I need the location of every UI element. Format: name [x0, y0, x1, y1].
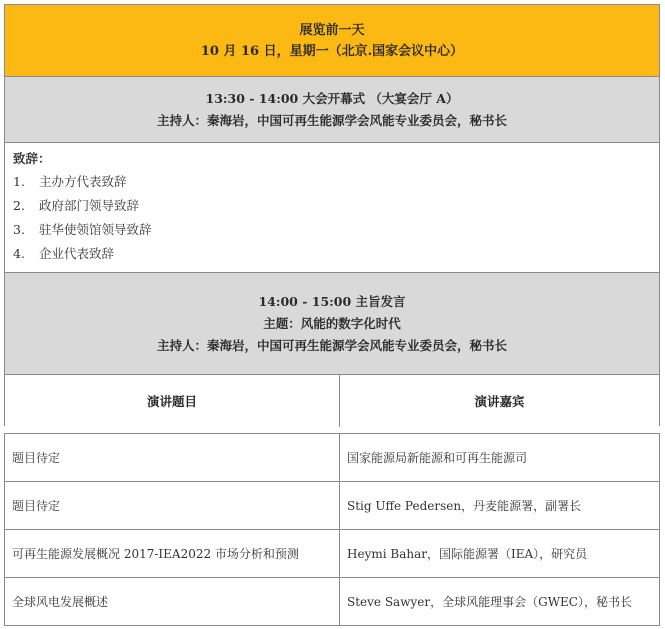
remarks-title: 致辞： [13, 151, 51, 166]
table-cell-speaker: 国家能源局新能源和可再生能源司 [347, 451, 528, 465]
list-item [13, 218, 651, 242]
keynote-session-host: 主持人：秦海岩，中国可再生能源学会风能专业委员会，秘书长 [156, 337, 507, 353]
keynote-session-time: 14:00 - 15:00 主旨发言 [258, 293, 406, 309]
list-item-number: 4. [13, 246, 25, 261]
table-cell-topic: 题目待定 [5, 482, 340, 529]
table-cell-speaker: Heymi Bahar，国际能源署（IEA），研究员 [347, 547, 588, 561]
list-item-number: 3. [13, 222, 25, 237]
table-cell-topic: 题目待定 [5, 434, 340, 481]
day-title: 展览前一天 [299, 22, 365, 38]
table-cell-topic: 全球风电发展概述 [5, 578, 340, 625]
table-cell-speaker: Steve Sawyer，全球风能理事会（GWEC），秘书长 [347, 595, 632, 609]
remarks-section [5, 143, 659, 273]
table-cell-topic: 可再生能源发展概况 2017-IEA2022 市场分析和预测 [5, 530, 340, 577]
day-header [5, 5, 659, 77]
column-header-speaker: 演讲嘉宾 [474, 394, 525, 409]
table-row [5, 482, 659, 530]
opening-session-header [5, 77, 659, 143]
speech-table-header [5, 375, 659, 427]
opening-session-time: 13:30 - 14:00 大会开幕式 （大宴会厅 A） [205, 90, 459, 106]
list-item [13, 170, 651, 194]
table-cell-speaker: Stig Uffe Pedersen，丹麦能源署，副署长 [347, 499, 582, 513]
keynote-session-theme: 主题：风能的数字化时代 [263, 315, 401, 331]
list-item-number: 1. [13, 174, 25, 189]
agenda-table-top [4, 4, 660, 426]
list-item [13, 194, 651, 218]
table-row [5, 578, 659, 625]
column-header-topic: 演讲题目 [5, 375, 340, 427]
list-item-text: 主办方代表致辞 [39, 174, 127, 189]
list-item-text: 驻华使领馆领导致辞 [39, 222, 152, 237]
table-row [5, 434, 659, 482]
list-item-text: 政府部门领导致辞 [39, 198, 140, 213]
table-row [5, 530, 659, 578]
remarks-list [13, 170, 651, 266]
list-item-number: 2. [13, 198, 25, 213]
speech-table [4, 433, 660, 626]
day-date: 10 月 16 日，星期一（北京.国家会议中心） [200, 43, 464, 59]
list-item [13, 242, 651, 266]
list-item-text: 企业代表致辞 [39, 246, 115, 261]
keynote-session-header [5, 273, 659, 375]
opening-session-host: 主持人：秦海岩，中国可再生能源学会风能专业委员会，秘书长 [156, 112, 507, 128]
